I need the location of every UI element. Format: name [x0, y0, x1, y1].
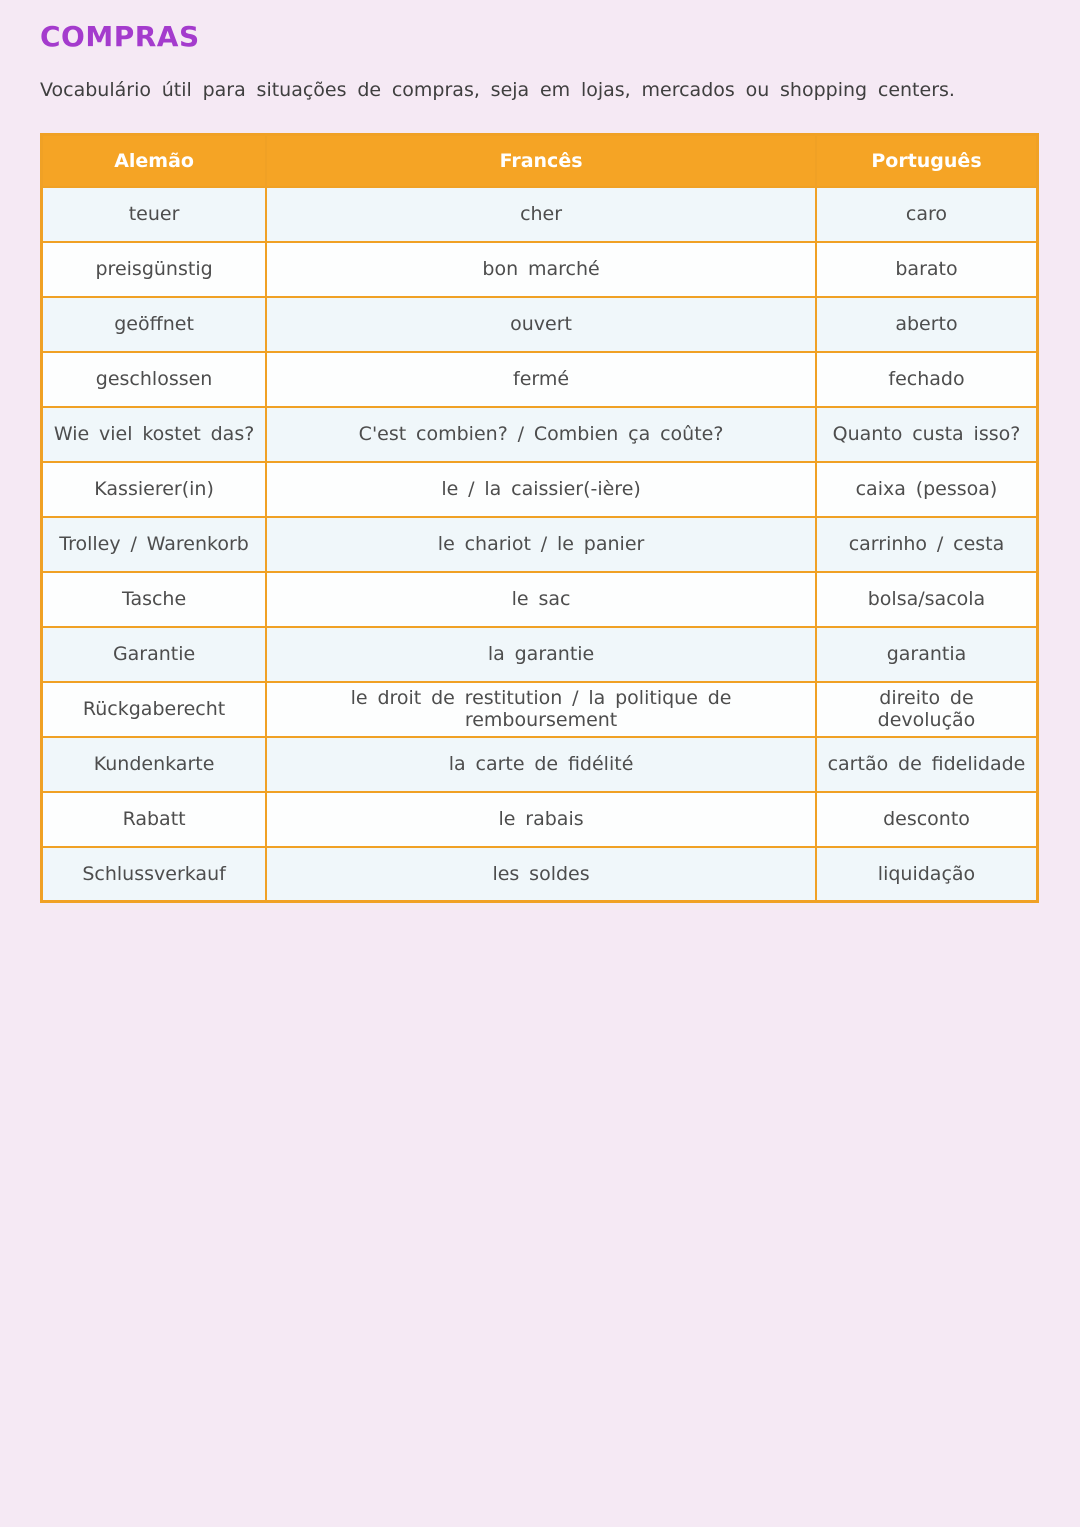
cell-portuguese: fechado — [816, 352, 1038, 407]
cell-french: le sac — [266, 572, 816, 627]
cell-portuguese: Quanto custa isso? — [816, 407, 1038, 462]
cell-german: teuer — [42, 187, 267, 242]
header-cell-french: Francês — [266, 135, 816, 187]
page-subtitle: Vocabulário útil para situações de compras, seja em lojas, mercados ou shopping centers. — [40, 79, 955, 101]
cell-french: les soldes — [266, 847, 816, 902]
table-row — [42, 242, 1038, 297]
cell-german: Garantie — [42, 627, 267, 682]
table-row — [42, 187, 1038, 242]
cell-german: Rückgaberecht — [42, 682, 267, 737]
cell-french: bon marché — [266, 242, 816, 297]
table-row — [42, 682, 1038, 737]
cell-french: la carte de fidélité — [266, 737, 816, 792]
cell-german: geschlossen — [42, 352, 267, 407]
cell-german: Schlussverkauf — [42, 847, 267, 902]
table-row — [42, 407, 1038, 462]
cell-german: Wie viel kostet das? — [42, 407, 267, 462]
cell-german: Trolley / Warenkorb — [42, 517, 267, 572]
table-row — [42, 847, 1038, 902]
cell-french: le chariot / le panier — [266, 517, 816, 572]
cell-portuguese: caro — [816, 187, 1038, 242]
cell-german: Kassierer(in) — [42, 462, 267, 517]
cell-french: C'est combien? / Combien ça coûte? — [266, 407, 816, 462]
cell-german: Kundenkarte — [42, 737, 267, 792]
cell-portuguese: liquidação — [816, 847, 1038, 902]
table-row — [42, 572, 1038, 627]
cell-french: la garantie — [266, 627, 816, 682]
cell-portuguese: caixa (pessoa) — [816, 462, 1038, 517]
page-title: COMPRAS — [40, 20, 200, 53]
table-row — [42, 737, 1038, 792]
cell-portuguese: direito de devolução — [816, 682, 1038, 737]
vocabulary-table — [40, 133, 1039, 903]
header-cell-german: Alemão — [42, 135, 267, 187]
cell-portuguese: cartão de fidelidade — [816, 737, 1038, 792]
cell-french: fermé — [266, 352, 816, 407]
cell-french: ouvert — [266, 297, 816, 352]
table-row — [42, 792, 1038, 847]
table-row — [42, 352, 1038, 407]
cell-french: cher — [266, 187, 816, 242]
cell-french: le rabais — [266, 792, 816, 847]
table-row — [42, 462, 1038, 517]
cell-portuguese: aberto — [816, 297, 1038, 352]
cell-french: le droit de restitution / la politique de remboursement — [266, 682, 816, 737]
cell-portuguese: garantia — [816, 627, 1038, 682]
cell-german: preisgünstig — [42, 242, 267, 297]
cell-portuguese: barato — [816, 242, 1038, 297]
cell-portuguese: carrinho / cesta — [816, 517, 1038, 572]
cell-german: Rabatt — [42, 792, 267, 847]
table-row — [42, 517, 1038, 572]
table-row — [42, 627, 1038, 682]
table-row — [42, 297, 1038, 352]
cell-german: geöffnet — [42, 297, 267, 352]
cell-french: le / la caissier(-ière) — [266, 462, 816, 517]
cell-portuguese: desconto — [816, 792, 1038, 847]
cell-german: Tasche — [42, 572, 267, 627]
header-cell-portuguese: Português — [816, 135, 1038, 187]
cell-portuguese: bolsa/sacola — [816, 572, 1038, 627]
table-header-row — [42, 135, 1038, 187]
